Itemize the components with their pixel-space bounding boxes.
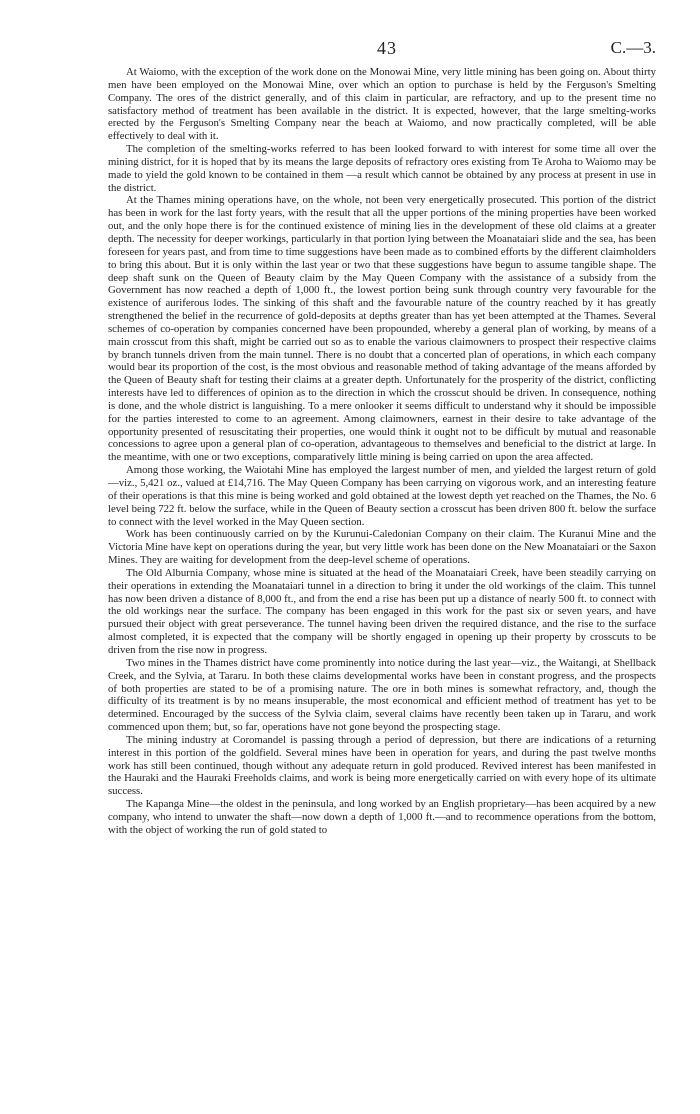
- paragraph-kapanga-mine: The Kapanga Mine—the oldest in the peninsula, and long worked by an English proprietary—has been acquired by a new company, who intend to unwater the shaft—now down a depth of 1,000 ft.—and to recommence operations from the bottom, with the object of working the run of gold stated to: [108, 798, 656, 836]
- paragraph-kurunui-caledonian: Work has been continuously carried on by the Kurunui-Caledonian Company on their claim. The Kuranui Mine and the Victoria Mine have kept on operations during the year, but very little work has been done on the New Moanataiari or the Saxon Mines. They are waiting for development from the deep-level scheme of operations.: [108, 528, 656, 567]
- paragraph-waiomo: At Waiomo, with the exception of the work done on the Monowai Mine, very little mining has been going on. About thirty men have been employed on the Monowai Mine, over which an option to purchase is held by the Ferguson's Smelting Company. The ores of the district generally, and of this claim in particular, are refractory, and up to the present time no satisfactory method of treatment has been available in the district. It is expected, however, that the large smelting-works erected by the Ferguson's Smelting Company near the beach at Waiomo, and now practically completed, will be able effectively to deal with it.: [108, 66, 656, 143]
- paragraph-waitangi-sylvia: Two mines in the Thames district have come prominently into notice during the last year—viz., the Waitangi, at Shellback Creek, and the Sylvia, at Tararu. In both these claims developmental works have been in constant progress, and the prospects of both properties are stated to be of a promising nature. The ore in both mines is somewhat refractory, and, though the difficulty of its treatment is by no means insuperable, the most economical and efficient method of treatment has yet to be determined. Encouraged by the success of the Sylvia claim, several claims have recently been taken up in Tararu, and work commenced upon them; but, so far, operations have not gone beyond the prospecting stage.: [108, 656, 656, 734]
- paragraph-waiotahi-mine: Among those working, the Waiotahi Mine has employed the largest number of men, and yielded the largest return of gold—viz., 5,421 oz., valued at £14,716. The May Queen Company has been carrying on vigorous work, and an interesting feature of their operations is that this mine is being worked and gold obtained at the lowest depth yet reached on the Thames, the No. 6 level being 722 ft. below the surface, while in the Queen of Beauty section a crosscut has been driven 800 ft. below the surface to connect with the level worked in the May Queen section.: [108, 464, 656, 528]
- paragraph-smelting-works: The completion of the smelting-works referred to has been looked forward to with interest for some time all over the mining district, for it is hoped that by its means the large deposits of refractory ores existing from Te Aroha to Waiomo may be made to yield the gold known to be contained in them —a result which cannot be obtained by any process at present in use in the district.: [108, 143, 656, 194]
- paragraph-coromandel: The mining industry at Coromandel is passing through a period of depression, but there are indications of a returning interest in this portion of the goldfield. Several mines have been in operation for years, and during the past twelve months work has still been continued, though without any adequate return in gold produced. Revived interest has been manifested in the Hauraki and the Hauraki Freeholds claims, and work is being more energetically carried on with every hope of its ultimate success.: [108, 733, 656, 798]
- document-code: C.—3.: [610, 38, 656, 57]
- paragraph-old-alburnia: The Old Alburnia Company, whose mine is situated at the head of the Moanataiari Creek, have been steadily carrying on their operations in extending the Moanataiari tunnel in a direction to bring it under the old workings of the claim. This tunnel has now been driven a distance of 8,000 ft., and from the end a rise has been put up a distance of nearly 500 ft. to connect with the old workings near the surface. The company has been engaged in this work for the past six or seven years, and have pursued their object with great perseverance. The tunnel having been driven the required distance, and the rise to the surface almost completed, it is expected that the company will be shortly engaged in opening up their property by crosscuts to be driven from the rise now in progress.: [108, 566, 656, 656]
- page-number: 43: [377, 38, 397, 58]
- paragraph-thames-operations: At the Thames mining operations have, on the whole, not been very energetically prosecuted. This portion of the district has been in work for the last forty years, with the result that all the upper portions of the mining properties have been worked out, and the only hope there is for the continued existence of mining lies in the development of these old claims at a greater depth. The necessity for deeper workings, particularly in that portion lying between the Moanataiari slide and the sea, has been foreseen for years past, and from time to time suggestions have been made as to combined efforts by the different claimholders to bring this about. But it is only within the last year or two that these suggestions have begun to assume tangible shape. The deep shaft sunk on the Queen of Beauty claim by the May Queen Company with the assistance of a subsidy from the Government has now reached a depth of 1,000 ft., the lowest portion being sunk through country very favourable for the existence of auriferous lodes. The sinking of this shaft and the favourable nature of the country reached by it has greatly strengthened the belief in the recurrence of gold-deposits at depths greater than has yet been attempted at the Thames. Several schemes of co-operation by companies concerned have been propounded, whereby a general plan of working, by means of a main crosscut from this shaft, might be carried out so as to enable the various claimowners to prospect their respective claims by branch tunnels driven from the main tunnel. There is no doubt that a concerted plan of operations, in which each company would bear its proportion of the cost, is the most obvious and reasonable method of taking advantage of the means afforded by the Queen of Beauty shaft for testing their claims at a greater depth. Unfortunately for the prosperity of the district, conflicting interests have led to differences of opinion as to the direction in which the crosscut should be driven. In consequence, nothing is done, and the whole district is languishing. To a mere onlooker it seems difficult to understand why it should be impossible for the parties interested to come to an agreement. Among claimowners, earnest in their desire to take advantage of the opportunity presented of resuscitating their properties, one would think it ought not to be difficult by mutual and reasonable concessions to agree upon a general plan of co-operation, advantageous to themselves and beneficial to the district at large. In the meantime, with one or two exceptions, comparatively little mining is being carried on upon the area affected.: [108, 194, 656, 464]
- page-header: [118, 0, 656, 66]
- body-text: [108, 66, 656, 837]
